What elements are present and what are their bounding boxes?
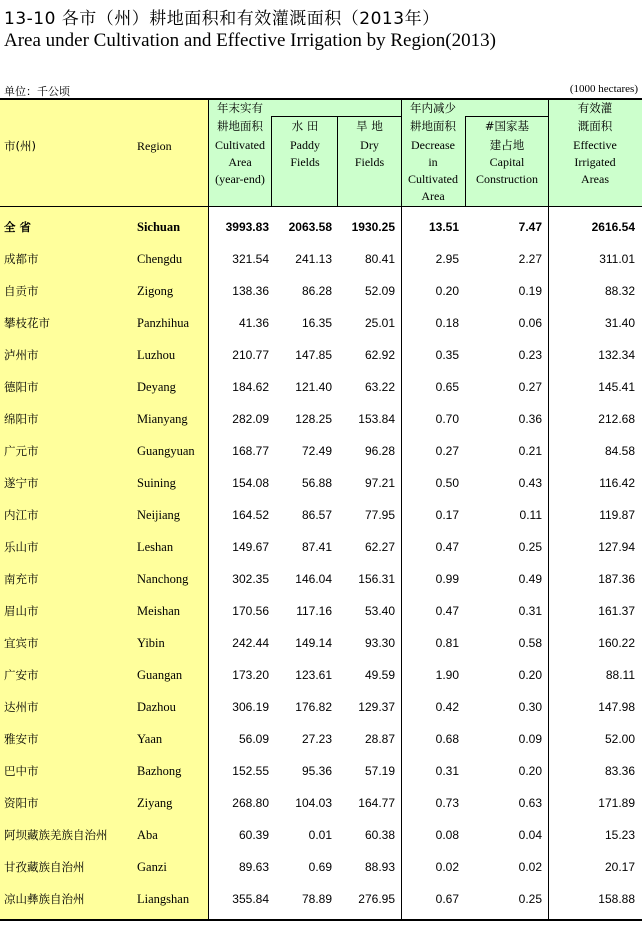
decrease-value: 0.31 xyxy=(435,764,459,778)
irrigated-area-value: 147.98 xyxy=(598,700,635,714)
region-name-en: Chengdu xyxy=(137,252,183,266)
decrease-value: 1.90 xyxy=(435,668,459,682)
header-dry-en: Fields xyxy=(354,155,385,169)
irrigated-area-value: 88.32 xyxy=(604,284,635,298)
cultivated-area-value: 306.19 xyxy=(232,700,269,714)
region-name-en: Dazhou xyxy=(137,700,176,714)
decrease-value: 0.17 xyxy=(435,508,459,522)
cultivated-area-value: 60.39 xyxy=(238,828,269,842)
irrigated-area-value: 160.22 xyxy=(598,636,635,650)
header-capital-en: Capital xyxy=(489,155,525,169)
capital-construction-value: 0.09 xyxy=(518,732,542,746)
decrease-value: 0.81 xyxy=(435,636,459,650)
cultivated-area-value: 3993.83 xyxy=(225,220,269,234)
city-name-zh: 资阳市 xyxy=(4,796,39,810)
irrigated-area-value: 119.87 xyxy=(599,508,635,522)
capital-construction-value: 0.20 xyxy=(518,764,542,778)
paddy-fields-value: 0.69 xyxy=(308,860,332,874)
capital-construction-value: 0.25 xyxy=(518,540,542,554)
capital-construction-value: 0.31 xyxy=(518,604,542,618)
capital-construction-value: 0.43 xyxy=(518,476,542,490)
decrease-value: 13.51 xyxy=(428,220,459,234)
city-name-zh: 巴中市 xyxy=(4,764,39,778)
header-decrease-en: Decrease xyxy=(411,138,455,152)
table-row xyxy=(0,467,642,499)
city-name-zh: 眉山市 xyxy=(4,604,39,618)
paddy-fields-value: 149.14 xyxy=(295,636,332,650)
header-divider xyxy=(271,116,272,206)
decrease-value: 0.65 xyxy=(435,380,459,394)
header-cultivated-zh: 耕地面积 xyxy=(217,119,263,133)
cultivated-area-value: 173.20 xyxy=(232,668,269,682)
header-irrigated-en: Irrigated xyxy=(574,155,616,169)
decrease-value: 0.70 xyxy=(435,412,459,426)
dry-fields-value: 164.77 xyxy=(358,796,395,810)
paddy-fields-value: 104.03 xyxy=(295,796,332,810)
capital-construction-value: 0.49 xyxy=(518,572,542,586)
dry-fields-value: 1930.25 xyxy=(351,220,395,234)
header-region: Region xyxy=(137,139,172,153)
city-name-zh: 广元市 xyxy=(4,444,39,458)
city-name-zh: 德阳市 xyxy=(4,380,39,394)
capital-construction-value: 0.11 xyxy=(519,508,542,522)
irrigated-area-value: 132.34 xyxy=(598,348,635,362)
paddy-fields-value: 86.28 xyxy=(301,284,332,298)
irrigated-area-value: 161.37 xyxy=(598,604,635,618)
city-name-zh: 全 省 xyxy=(4,220,32,234)
header-group-rule xyxy=(271,116,401,117)
capital-construction-value: 0.06 xyxy=(518,316,542,330)
paddy-fields-value: 121.40 xyxy=(295,380,332,394)
dry-fields-value: 276.95 xyxy=(358,892,395,906)
table-row xyxy=(0,723,642,755)
city-name-zh: 达州市 xyxy=(4,700,39,714)
dry-fields-value: 62.27 xyxy=(364,540,395,554)
decrease-value: 0.68 xyxy=(435,732,459,746)
irrigated-area-value: 15.23 xyxy=(604,828,635,842)
irrigated-area-value: 2616.54 xyxy=(591,220,635,234)
paddy-fields-value: 72.49 xyxy=(301,444,332,458)
paddy-fields-value: 78.89 xyxy=(301,892,332,906)
capital-construction-value: 0.30 xyxy=(518,700,542,714)
header-bottom-rule xyxy=(0,206,642,207)
region-name-en: Liangshan xyxy=(137,892,190,906)
dry-fields-value: 28.87 xyxy=(364,732,395,746)
header-capital-zh: #国家基 xyxy=(484,119,530,133)
dry-fields-value: 60.38 xyxy=(364,828,395,842)
region-name-en: Meishan xyxy=(137,604,181,618)
decrease-value: 0.08 xyxy=(435,828,459,842)
paddy-fields-value: 146.04 xyxy=(295,572,332,586)
dry-fields-value: 96.28 xyxy=(364,444,395,458)
region-name-en: Ziyang xyxy=(137,796,173,810)
cultivated-area-value: 152.55 xyxy=(232,764,269,778)
table-title-en: Area under Cultivation and Effective Irrigation by Region(2013) xyxy=(4,30,496,51)
header-city: 市(州) xyxy=(4,139,36,153)
cultivated-area-value: 89.63 xyxy=(238,860,269,874)
header-dry-zh: 旱 地 xyxy=(356,119,383,133)
decrease-value: 0.99 xyxy=(435,572,459,586)
header-irrigated-zh: 有效灌 xyxy=(577,101,613,115)
header-dry-en: Dry xyxy=(360,138,379,152)
irrigated-area-value: 83.36 xyxy=(604,764,635,778)
table-row xyxy=(0,499,642,531)
cultivated-area-value: 268.80 xyxy=(232,796,269,810)
region-name-en: Zigong xyxy=(137,284,174,298)
header-paddy-zh: 水 田 xyxy=(291,119,319,133)
dry-fields-value: 25.01 xyxy=(364,316,395,330)
capital-construction-value: 0.25 xyxy=(518,892,542,906)
region-name-en: Guangan xyxy=(137,668,183,682)
region-name-en: Leshan xyxy=(137,540,174,554)
region-name-en: Yaan xyxy=(137,732,163,746)
decrease-value: 0.50 xyxy=(435,476,459,490)
capital-construction-value: 0.27 xyxy=(518,380,542,394)
irrigated-area-value: 187.36 xyxy=(598,572,635,586)
region-name-en: Yibin xyxy=(137,636,165,650)
paddy-fields-value: 0.01 xyxy=(308,828,332,842)
capital-construction-value: 0.04 xyxy=(518,828,542,842)
city-name-zh: 内江市 xyxy=(4,508,39,522)
decrease-value: 0.47 xyxy=(435,540,459,554)
irrigated-area-value: 127.94 xyxy=(598,540,635,554)
header-irrigated-en: Effective xyxy=(573,138,617,152)
city-name-zh: 阿坝藏族羌族自治州 xyxy=(4,828,108,842)
header-decrease-en: Cultivated xyxy=(408,172,458,186)
header-decrease-zh: 耕地面积 xyxy=(410,119,456,133)
paddy-fields-value: 16.35 xyxy=(301,316,332,330)
header-capital-en: Construction xyxy=(476,172,538,186)
cultivated-area-value: 154.08 xyxy=(232,476,269,490)
city-name-zh: 自贡市 xyxy=(4,284,39,298)
city-name-zh: 成都市 xyxy=(4,252,39,266)
paddy-fields-value: 27.23 xyxy=(301,732,332,746)
table-row xyxy=(0,531,642,563)
region-name-en: Nanchong xyxy=(137,572,189,586)
city-name-zh: 遂宁市 xyxy=(4,476,39,490)
dry-fields-value: 156.31 xyxy=(358,572,395,586)
table-title-zh: 13-10 各市（州）耕地面积和有效灌溉面积（2013年） xyxy=(4,9,440,29)
header-group-decrease: 年内减少 xyxy=(410,101,456,115)
dry-fields-value: 97.21 xyxy=(364,476,395,490)
header-group-rule xyxy=(465,116,548,117)
table-row xyxy=(0,627,642,659)
cultivated-area-value: 321.54 xyxy=(232,252,269,266)
decrease-value: 0.73 xyxy=(435,796,459,810)
irrigated-area-value: 311.01 xyxy=(599,252,635,266)
table-top-rule xyxy=(0,98,642,100)
cultivated-area-value: 41.36 xyxy=(238,316,269,330)
region-name-en: Panzhihua xyxy=(137,316,190,330)
city-name-zh: 乐山市 xyxy=(4,540,39,554)
table-bottom-rule xyxy=(0,919,642,921)
cultivated-area-value: 149.67 xyxy=(232,540,269,554)
dry-fields-value: 53.40 xyxy=(364,604,395,618)
region-name-en: Aba xyxy=(137,828,158,842)
capital-construction-value: 0.21 xyxy=(518,444,542,458)
irrigated-area-value: 31.40 xyxy=(604,316,635,330)
dry-fields-value: 57.19 xyxy=(364,764,395,778)
capital-construction-value: 0.63 xyxy=(518,796,542,810)
city-name-zh: 广安市 xyxy=(4,668,39,682)
header-irrigated-zh: 溉面积 xyxy=(577,119,613,133)
table-row xyxy=(0,339,642,371)
table-row xyxy=(0,787,642,819)
decrease-value: 0.67 xyxy=(435,892,459,906)
cultivated-area-value: 302.35 xyxy=(232,572,269,586)
table-row xyxy=(0,819,642,851)
paddy-fields-value: 56.88 xyxy=(301,476,332,490)
paddy-fields-value: 117.16 xyxy=(296,604,332,618)
capital-construction-value: 0.58 xyxy=(518,636,542,650)
table-row xyxy=(0,659,642,691)
region-name-en: Bazhong xyxy=(137,764,182,778)
decrease-value: 0.35 xyxy=(435,348,459,362)
header-decrease-en: in xyxy=(428,155,438,169)
irrigated-area-value: 212.68 xyxy=(598,412,635,426)
cultivated-area-value: 138.36 xyxy=(232,284,269,298)
decrease-value: 0.47 xyxy=(435,604,459,618)
city-name-zh: 凉山彝族自治州 xyxy=(4,892,85,906)
header-cultivated-en: Area xyxy=(228,155,252,169)
table-row xyxy=(0,595,642,627)
decrease-value: 0.02 xyxy=(435,860,459,874)
header-cultivated-en: (year-end) xyxy=(215,172,265,186)
paddy-fields-value: 2063.58 xyxy=(288,220,332,234)
region-name-en: Mianyang xyxy=(137,412,188,426)
cultivated-area-value: 56.09 xyxy=(238,732,269,746)
cultivated-area-value: 242.44 xyxy=(232,636,269,650)
header-irrigated-en: Areas xyxy=(581,172,609,186)
irrigated-area-value: 116.42 xyxy=(599,476,635,490)
paddy-fields-value: 241.13 xyxy=(295,252,332,266)
region-name-en: Suining xyxy=(137,476,176,490)
dry-fields-value: 153.84 xyxy=(358,412,395,426)
capital-construction-value: 0.19 xyxy=(518,284,542,298)
decrease-value: 0.20 xyxy=(435,284,459,298)
irrigated-area-value: 52.00 xyxy=(604,732,635,746)
table-row xyxy=(0,883,642,915)
city-name-zh: 雅安市 xyxy=(4,732,39,746)
table-row xyxy=(0,211,642,243)
irrigated-area-value: 171.89 xyxy=(598,796,635,810)
paddy-fields-value: 123.61 xyxy=(295,668,332,682)
region-name-en: Luzhou xyxy=(137,348,176,362)
dry-fields-value: 93.30 xyxy=(364,636,395,650)
paddy-fields-value: 95.36 xyxy=(301,764,332,778)
region-name-en: Neijiang xyxy=(137,508,181,522)
dry-fields-value: 77.95 xyxy=(364,508,395,522)
capital-construction-value: 7.47 xyxy=(518,220,542,234)
table-row xyxy=(0,851,642,883)
capital-construction-value: 0.20 xyxy=(518,668,542,682)
paddy-fields-value: 86.57 xyxy=(301,508,332,522)
dry-fields-value: 80.41 xyxy=(364,252,395,266)
dry-fields-value: 63.22 xyxy=(364,380,395,394)
irrigated-area-value: 145.41 xyxy=(598,380,635,394)
table-row xyxy=(0,691,642,723)
irrigated-area-value: 84.58 xyxy=(604,444,635,458)
table-row xyxy=(0,403,642,435)
table-row xyxy=(0,307,642,339)
decrease-value: 0.27 xyxy=(435,444,459,458)
header-cultivated-en: Cultivated xyxy=(215,138,265,152)
irrigated-area-value: 88.11 xyxy=(605,668,635,682)
region-name-en: Deyang xyxy=(137,380,176,394)
cultivated-area-value: 168.77 xyxy=(232,444,269,458)
header-group-yearend: 年末实有 xyxy=(217,101,263,115)
city-name-zh: 甘孜藏族自治州 xyxy=(4,860,85,874)
header-paddy-en: Paddy xyxy=(290,138,320,152)
dry-fields-value: 49.59 xyxy=(364,668,395,682)
city-name-zh: 泸州市 xyxy=(4,348,39,362)
irrigated-area-value: 158.88 xyxy=(598,892,635,906)
decrease-value: 0.42 xyxy=(435,700,459,714)
table-row xyxy=(0,563,642,595)
unit-label-zh: 单位：千公顷 xyxy=(4,85,70,98)
paddy-fields-value: 128.25 xyxy=(295,412,332,426)
city-name-zh: 宜宾市 xyxy=(4,636,39,650)
cultivated-area-value: 355.84 xyxy=(232,892,269,906)
unit-label-en: (1000 hectares) xyxy=(569,83,638,95)
cultivated-area-value: 184.62 xyxy=(232,380,269,394)
dry-fields-value: 88.93 xyxy=(364,860,395,874)
capital-construction-value: 2.27 xyxy=(518,252,542,266)
cultivated-area-value: 170.56 xyxy=(232,604,269,618)
table-row xyxy=(0,275,642,307)
region-name-en: Sichuan xyxy=(137,220,181,234)
dry-fields-value: 129.37 xyxy=(358,700,395,714)
decrease-value: 0.18 xyxy=(435,316,459,330)
cultivated-area-value: 282.09 xyxy=(232,412,269,426)
capital-construction-value: 0.02 xyxy=(518,860,542,874)
cultivated-area-value: 164.52 xyxy=(232,508,269,522)
header-decrease-en: Area xyxy=(421,189,445,203)
region-name-en: Guangyuan xyxy=(137,444,195,458)
dry-fields-value: 62.92 xyxy=(364,348,395,362)
region-name-en: Ganzi xyxy=(137,860,167,874)
city-name-zh: 绵阳市 xyxy=(4,412,39,426)
paddy-fields-value: 87.41 xyxy=(301,540,332,554)
table-row xyxy=(0,371,642,403)
capital-construction-value: 0.23 xyxy=(518,348,542,362)
dry-fields-value: 52.09 xyxy=(364,284,395,298)
decrease-value: 2.95 xyxy=(435,252,459,266)
header-paddy-en: Fields xyxy=(290,155,320,169)
city-name-zh: 攀枝花市 xyxy=(4,316,50,330)
header-capital-zh: 建占地 xyxy=(489,138,525,152)
table-row xyxy=(0,755,642,787)
paddy-fields-value: 176.82 xyxy=(295,700,332,714)
cultivated-area-value: 210.77 xyxy=(232,348,269,362)
table-row xyxy=(0,243,642,275)
capital-construction-value: 0.36 xyxy=(518,412,542,426)
table-row xyxy=(0,435,642,467)
irrigated-area-value: 20.17 xyxy=(604,860,635,874)
paddy-fields-value: 147.85 xyxy=(295,348,332,362)
city-name-zh: 南充市 xyxy=(4,572,39,586)
